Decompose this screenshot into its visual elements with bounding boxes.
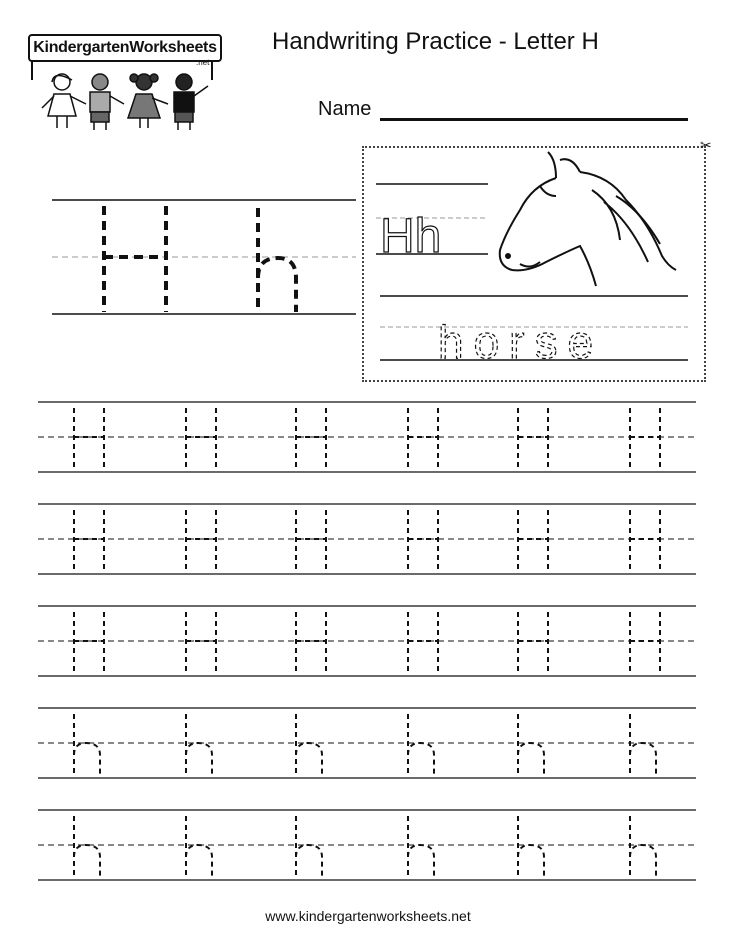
traceable-uppercase-h xyxy=(186,612,216,674)
traceable-uppercase-h xyxy=(630,510,660,572)
practice-row[interactable] xyxy=(38,606,696,676)
example-letters xyxy=(52,200,356,314)
card-word: horse xyxy=(438,316,604,368)
traceable-uppercase-h xyxy=(296,612,326,674)
traceable-uppercase-h xyxy=(296,408,326,470)
traceable-lowercase-h xyxy=(408,816,434,878)
practice-row[interactable] xyxy=(38,504,696,574)
traceable-uppercase-h xyxy=(408,408,438,470)
traceable-lowercase-h xyxy=(296,816,322,878)
traceable-lowercase-h xyxy=(74,816,100,878)
name-label: Name xyxy=(318,98,372,120)
traceable-uppercase-h xyxy=(186,510,216,572)
traceable-uppercase-h xyxy=(186,408,216,470)
logo-suffix: .net xyxy=(196,58,210,67)
traceable-lowercase-h xyxy=(518,816,544,878)
traceable-uppercase-h xyxy=(74,510,104,572)
traceable-lowercase-h xyxy=(186,714,212,776)
traceable-lowercase-h xyxy=(186,816,212,878)
traceable-uppercase-h xyxy=(630,408,660,470)
traceable-lowercase-h xyxy=(74,714,100,776)
traceable-uppercase-h xyxy=(408,510,438,572)
traceable-lowercase-h xyxy=(408,714,434,776)
practice-row[interactable] xyxy=(38,708,696,778)
traceable-uppercase-h xyxy=(518,612,548,674)
traceable-lowercase-h xyxy=(296,714,322,776)
traceable-lowercase-h xyxy=(518,714,544,776)
traceable-uppercase-h xyxy=(630,612,660,674)
practice-row[interactable] xyxy=(38,402,696,472)
traceable-lowercase-h xyxy=(630,816,656,878)
example-lowercase-h xyxy=(258,208,296,312)
practice-row[interactable] xyxy=(38,810,696,880)
traceable-uppercase-h xyxy=(518,408,548,470)
card-letters: Hh xyxy=(380,210,442,263)
practice-rows xyxy=(38,402,696,880)
traceable-uppercase-h xyxy=(74,612,104,674)
logo-brand: KindergartenWorksheets xyxy=(28,34,222,62)
footer-url: www.kindergartenworksheets.net xyxy=(265,908,471,924)
traceable-uppercase-h xyxy=(518,510,548,572)
traceable-lowercase-h xyxy=(630,714,656,776)
traceable-uppercase-h xyxy=(408,612,438,674)
horse-picture xyxy=(500,152,676,286)
scissors-icon: ✂ xyxy=(700,137,712,153)
example-uppercase-h xyxy=(104,206,166,312)
traceable-uppercase-h xyxy=(296,510,326,572)
page-title: Handwriting Practice - Letter H xyxy=(272,28,599,55)
traceable-uppercase-h xyxy=(74,408,104,470)
